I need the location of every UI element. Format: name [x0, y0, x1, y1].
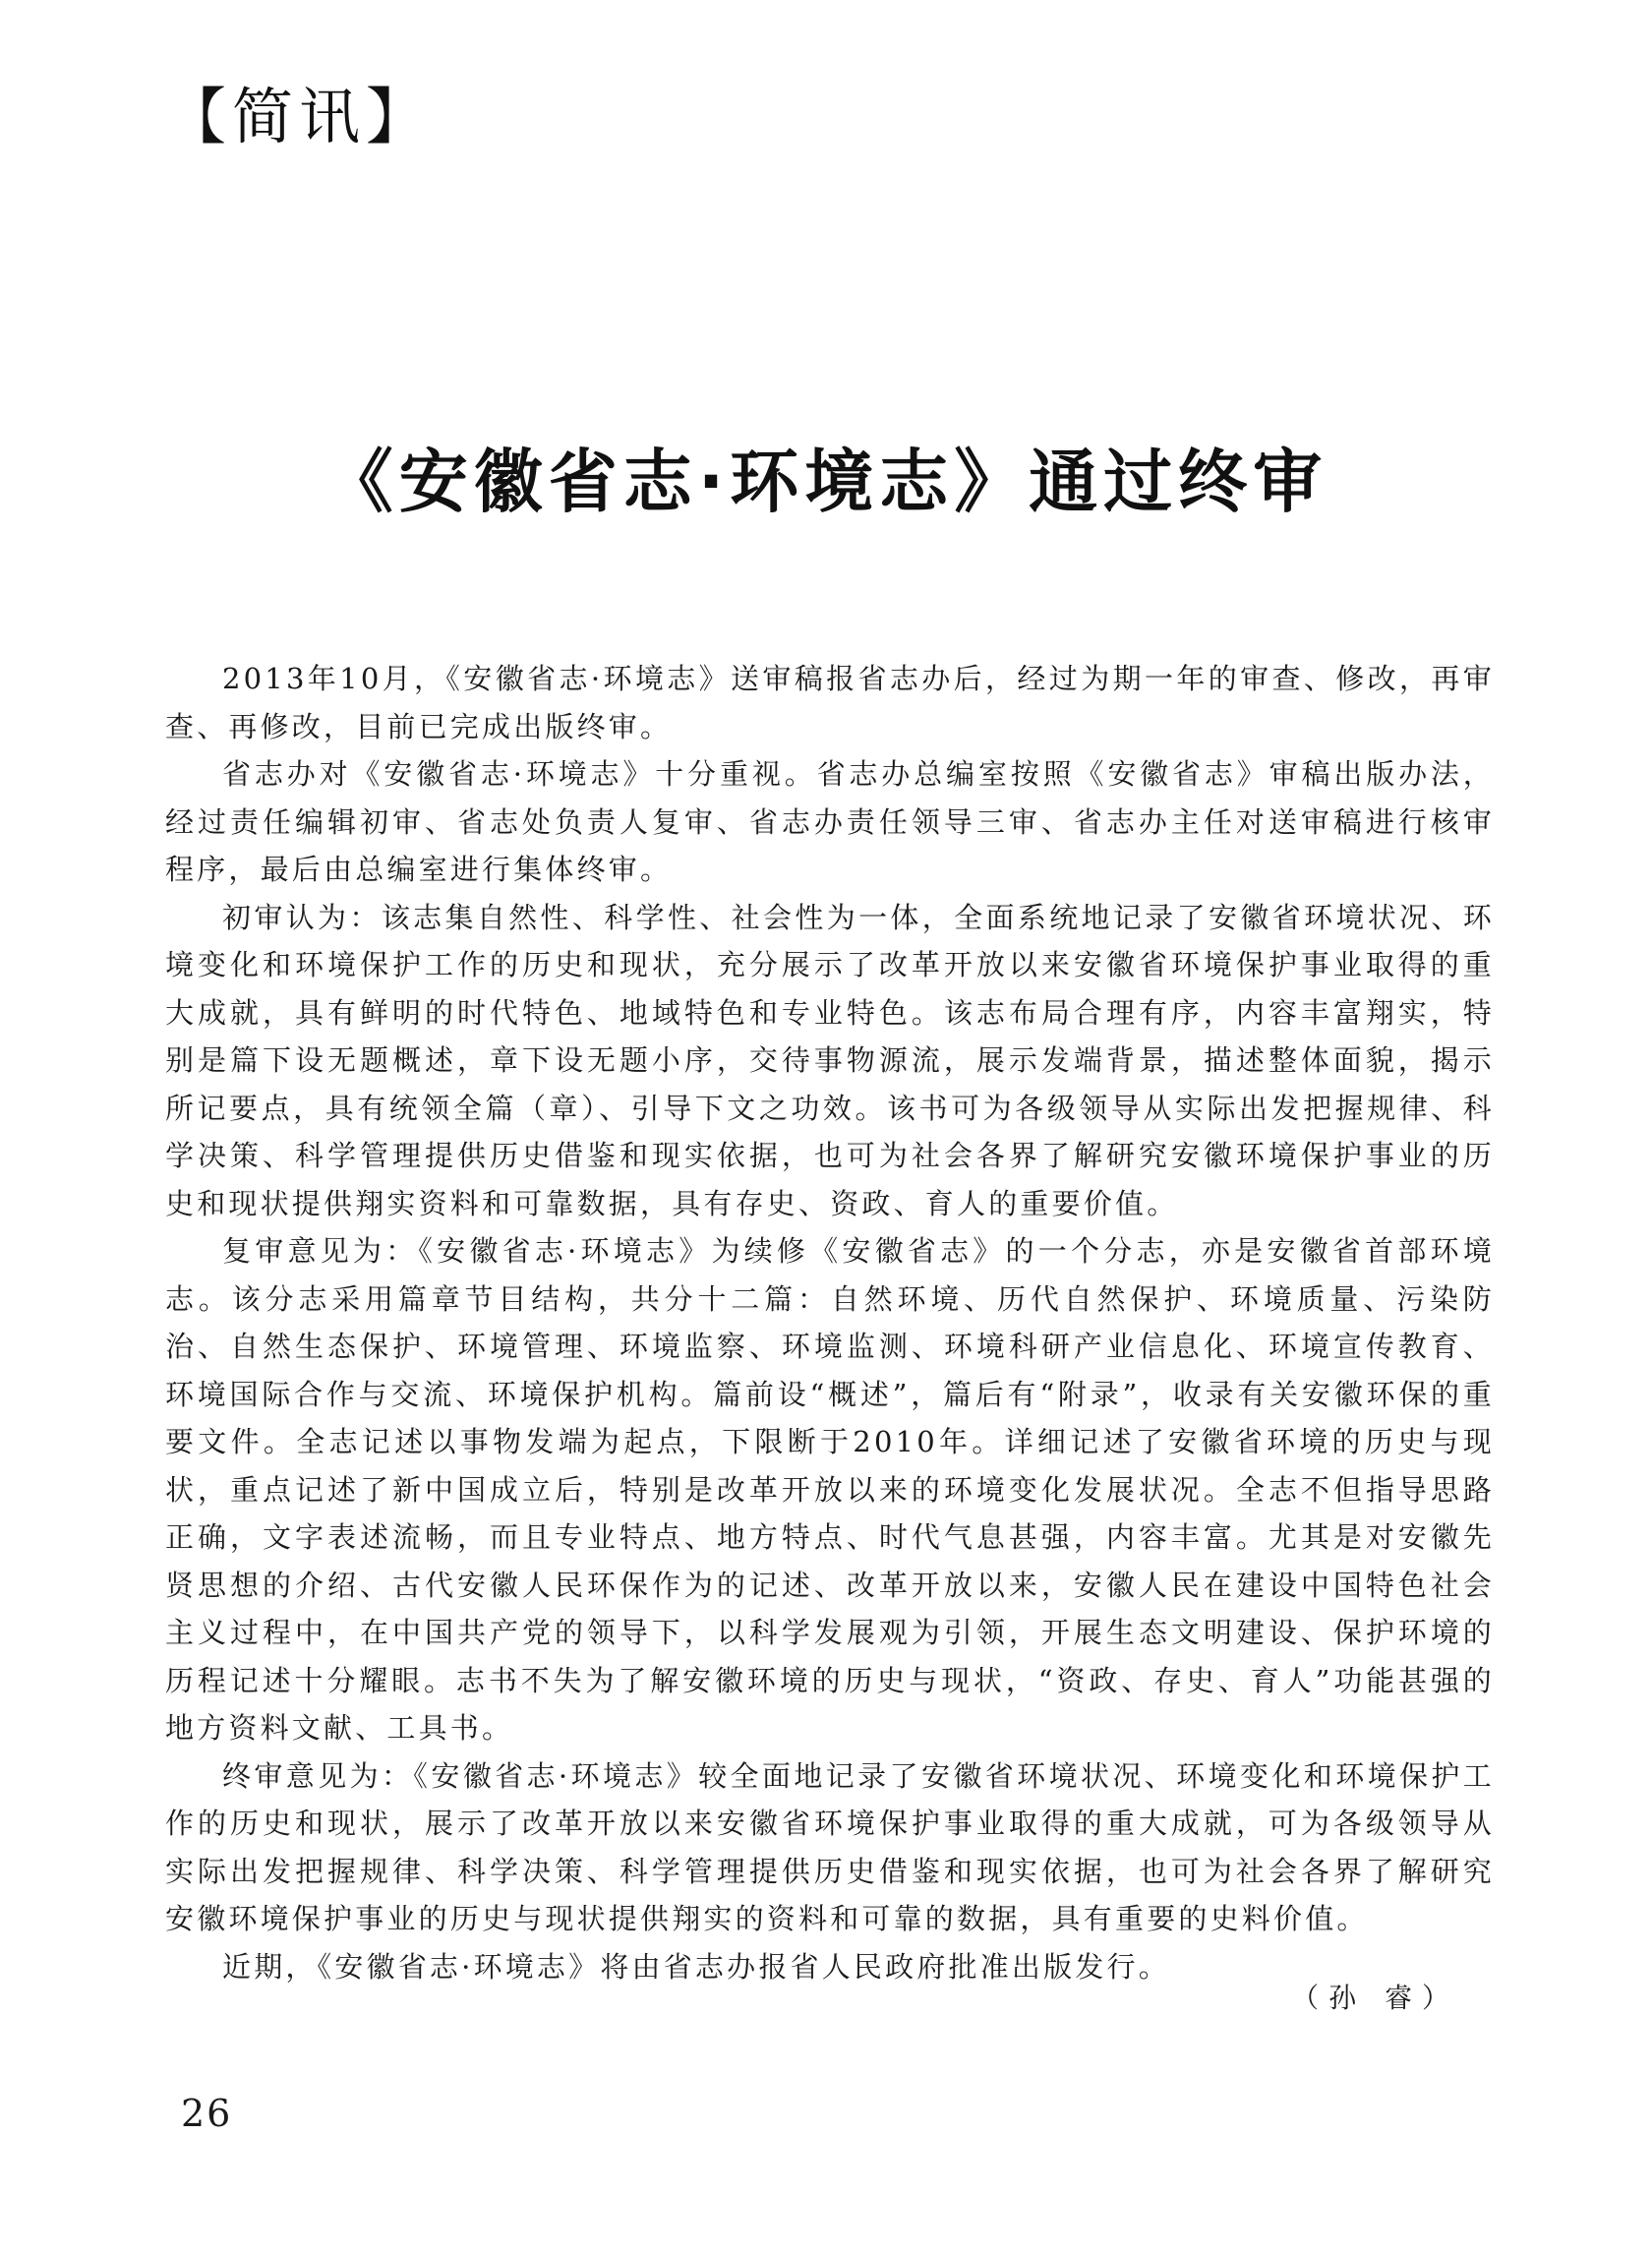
article-body — [165, 655, 1495, 1990]
paragraph-3: 初审认为：该志集自然性、科学性、社会性为一体，全面系统地记录了安徽省环境状况、环境变化和环境保护工作的历史和现状，充分展示了改革开放以来安徽省环境保护事业取得的重大成就，具有鲜明的时代特色、地域特色和专业特色。该志布局合理有序，内容丰富翔实，特别是篇下设无题概述，章下设无题小序，交待事物源流，展示发端背景，描述整体面貌，揭示所记要点，具有统领全篇（章）、引导下文之功效。该书可为各级领导从实际出发把握规律、科学决策、科学管理提供历史借鉴和现实依据，也可为社会各界了解研究安徽环境保护事业的历史和现状提供翔实资料和可靠数据，具有存史、资政、育人的重要价值。 — [165, 900, 1495, 1220]
page-number: 26 — [181, 2092, 233, 2135]
paragraph-5: 终审意见为：《安徽省志·环境志》较全面地记录了安徽省环境状况、环境变化和环境保护工作的历史和现状，展示了改革开放以来安徽省环境保护事业取得的重大成就，可为各级领导从实际出发把握规律、科学决策、科学管理提供历史借鉴和现实依据，也可为社会各界了解研究安徽环境保护事业的历史与现状提供翔实的资料和可靠的数据，具有重要的史料价值。 — [165, 1758, 1495, 1935]
section-tag: 【简讯】 — [165, 81, 434, 152]
paragraph-1: 2013年10月，《安徽省志·环境志》送审稿报省志办后，经过为期一年的审查、修改，再审查、再修改，目前已完成出版终审。 — [165, 662, 1495, 743]
author-byline: （孙 睿） — [1291, 1982, 1459, 2014]
article-title: 《安徽省志·环境志》通过终审 — [324, 442, 1328, 522]
paragraph-4: 复审意见为：《安徽省志·环境志》为续修《安徽省志》的一个分志，亦是安徽省首部环境志。该分志采用篇章节目结构，共分十二篇：自然环境、历代自然保护、环境质量、污染防治、自然生态保护、环境管理、环境监察、环境监测、环境科研产业信息化、环境宣传教育、环境国际合作与交流、环境保护机构。篇前设“概述”，篇后有“附录”，收录有关安徽环保的重要文件。全志记述以事物发端为起点，下限断于2010年。详细记述了安徽省环境的历史与现状，重点记述了新中国成立后，特别是改革开放以来的环境变化发展状况。全志不但指导思路正确，文字表述流畅，而且专业特点、地方特点、时代气息甚强，内容丰富。尤其是对安徽先贤思想的介绍、古代安徽人民环保作为的记述、改革开放以来，安徽人民在建设中国特色社会主义过程中，在中国共产党的领导下，以科学发展观为引领，开展生态文明建设、保护环境的历程记述十分耀眼。志书不失为了解安徽环境的历史与现状，“资政、存史、育人”功能甚强的地方资料文献、工具书。 — [165, 1234, 1495, 1745]
paragraph-6: 近期，《安徽省志·环境志》将由省志办报省人民政府批准出版发行。 — [222, 1949, 1170, 1984]
paragraph-2: 省志办对《安徽省志·环境志》十分重视。省志办总编室按照《安徽省志》审稿出版办法，经过责任编辑初审、省志处负责人复审、省志办责任领导三审、省志办主任对送审稿进行核审程序，最后由总编室进行集体终审。 — [165, 757, 1495, 886]
